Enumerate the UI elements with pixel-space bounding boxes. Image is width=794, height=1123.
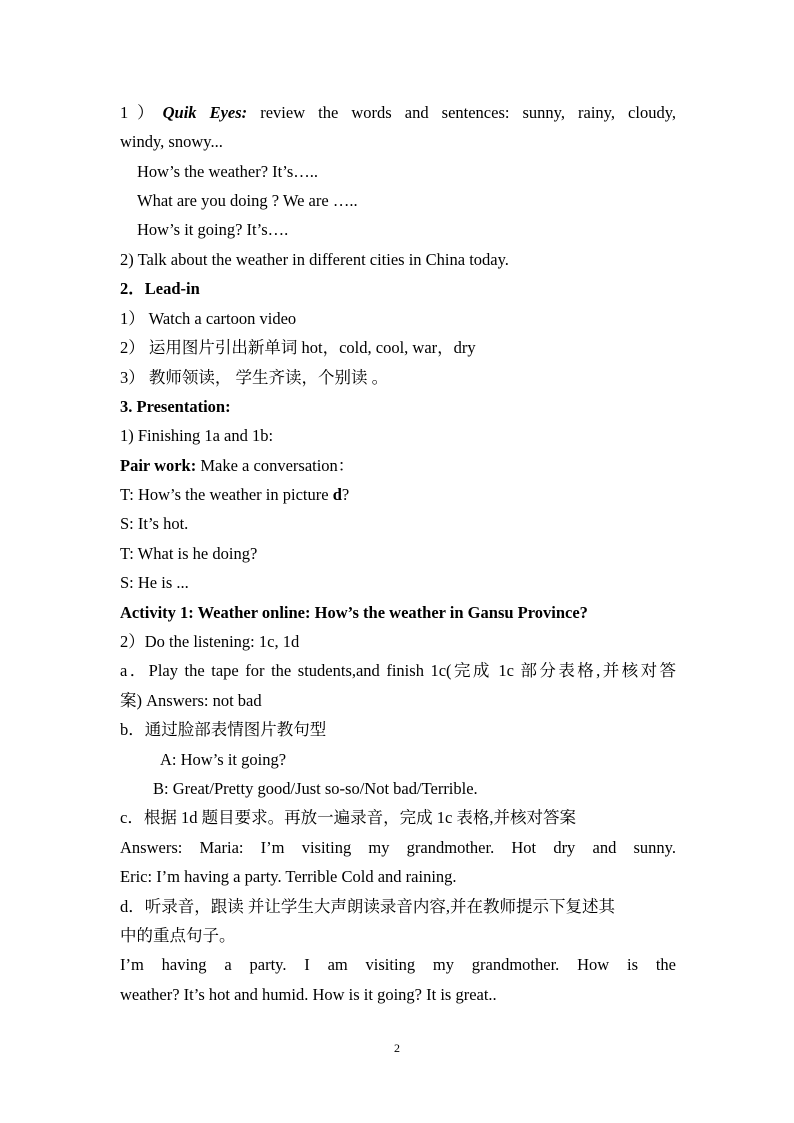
key-sentences-line-1: I’m having a party. I am visiting my grandmother. How is the: [120, 955, 676, 974]
lead-in-item-2: 2） 运用图片引出新单词 hot，cold, cool, war，dry: [120, 338, 476, 357]
step-a-line-1: a．Play the tape for the students,and finish 1c(完成 1c 部分表格,并核对答: [120, 661, 676, 680]
key-sentences-line-2: weather? It’s hot and humid. How is it going? It is great..: [120, 985, 497, 1004]
item-number: 1）: [120, 103, 163, 122]
step-d-line-2: 中的重点句子。: [120, 926, 236, 945]
sentence-going: How’s it going? It’s….: [137, 220, 289, 239]
dialogue-line-t1: [120, 485, 676, 505]
section-presentation-heading: 3. Presentation:: [120, 397, 231, 416]
presentation-item-1: 1) Finishing 1a and 1b:: [120, 426, 274, 445]
review-words-cont: windy, snowy...: [120, 132, 223, 151]
picture-letter: d: [332, 485, 342, 504]
step-a-line-2: 案) Answers: not bad: [120, 691, 262, 710]
dialogue-text-end: ?: [341, 485, 350, 504]
sentence-weather: How’s the weather? It’s…..: [137, 162, 318, 181]
review-text: review the words and sentences: sunny, rainy, cloudy,: [247, 103, 677, 122]
step-d-line-1: d．听录音，跟读 并让学生大声朗读录音内容,并在教师提示下复述其: [120, 897, 615, 916]
dialogue-line-s2: S: He is ...: [120, 573, 189, 592]
dialogue-line-t2: T: What is he doing?: [120, 544, 258, 563]
warmup-item-2: 2) Talk about the weather in different cities in China today.: [120, 250, 509, 269]
answers-line-2: Eric: I’m having a party. Terrible Cold and raining.: [120, 867, 457, 886]
pair-work-text: Make a conversation：: [196, 456, 355, 475]
dialogue-text: T: How’s the weather in picture: [120, 485, 333, 504]
step-c-line: c．根据 1d 题目要求。再放一遍录音，完成 1c 表格,并核对答案: [120, 808, 577, 827]
dialogue-line-s1: S: It’s hot.: [120, 514, 189, 533]
quick-eyes-label: Quik Eyes:: [162, 103, 248, 122]
lead-in-item-1: 1） Watch a cartoon video: [120, 309, 297, 328]
section-lead-in-heading: 2．Lead-in: [120, 279, 200, 298]
page-number: 2: [394, 1041, 400, 1055]
example-b: B: Great/Pretty good/Just so-so/Not bad/Terrible.: [153, 779, 478, 798]
sentence-doing: What are you doing ? We are …..: [137, 191, 358, 210]
pair-work-line: [120, 456, 676, 476]
warmup-item-1: [120, 103, 676, 123]
example-a: A: How’s it going?: [160, 750, 287, 769]
answers-line-1: Answers: Maria: I’m visiting my grandmother. Hot dry and sunny.: [120, 838, 676, 857]
step-b-line: b．通过脸部表情图片教句型: [120, 720, 327, 739]
pair-work-label: Pair work:: [120, 456, 197, 475]
listening-item: 2）Do the listening: 1c, 1d: [120, 632, 300, 651]
activity-1-heading: Activity 1: Weather online: How’s the weather in Gansu Province?: [120, 603, 588, 622]
lead-in-item-3: 3） 教师领读， 学生齐读，个别读 。: [120, 368, 389, 387]
